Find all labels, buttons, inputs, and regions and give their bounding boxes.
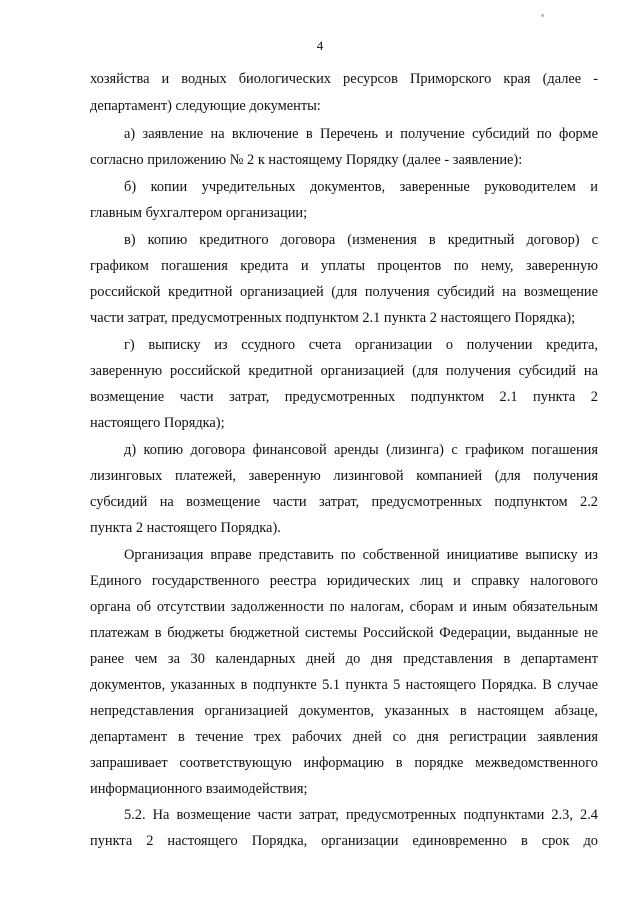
text-line: непредставления организацией документов, указанных в настоящем абзаце,: [90, 703, 598, 719]
text-line: б) копии учредительных документов, заверенные руководителем и: [124, 179, 598, 195]
scan-speck: [541, 14, 544, 17]
text-line: лизинговых платежей, заверенную лизинговой компанией (для получения: [90, 468, 598, 484]
text-line: информационного взаимодействия;: [90, 781, 308, 797]
page-number: 4: [316, 38, 324, 53]
text-line: российской кредитной организацией (для получения субсидий на возмещение: [90, 284, 598, 300]
text-line: пункта 2 настоящего Порядка).: [90, 520, 281, 536]
text-line: главным бухгалтером организации;: [90, 205, 308, 221]
text-line: департамент в течение трех рабочих дней со дня регистрации заявления: [90, 729, 598, 745]
text-line: платежам в бюджеты бюджетной системы Российской Федерации, выданные не: [90, 625, 598, 641]
text-line: настоящего Порядка);: [90, 415, 225, 431]
text-line: Единого государственного реестра юридических лиц и справку налогового: [90, 573, 598, 589]
text-line: запрашивает соответствующую информацию в порядке межведомственного: [90, 755, 598, 771]
text-line: заверенную российской кредитной организацией (для получения субсидий на: [90, 363, 598, 379]
text-line: согласно приложению № 2 к настоящему Порядку (далее - заявление):: [90, 152, 523, 168]
text-line: департамент) следующие документы:: [90, 98, 321, 114]
text-line: в) копию кредитного договора (изменения в кредитный договор) с: [124, 232, 598, 248]
text-line: Организация вправе представить по собственной инициативе выписку из: [124, 547, 598, 563]
text-line: 5.2. На возмещение части затрат, предусмотренных подпунктами 2.3, 2.4: [124, 807, 598, 823]
text-line: субсидий на возмещение части затрат, предусмотренных подпунктом 2.2: [90, 494, 598, 510]
text-line: графиком погашения кредита и уплаты процентов по нему, заверенную: [90, 258, 598, 274]
text-line: органа об отсутствии задолженности по налогам, сборам и иным обязательным: [90, 599, 598, 615]
text-line: документов, указанных в подпункте 5.1 пункта 5 настоящего Порядка. В случае: [90, 677, 598, 693]
text-line: хозяйства и водных биологических ресурсов Приморского края (далее -: [90, 71, 598, 87]
text-line: возмещение части затрат, предусмотренных подпунктом 2.1 пункта 2: [90, 389, 598, 405]
text-line: д) копию договора финансовой аренды (лизинга) с графиком погашения: [124, 442, 598, 458]
text-line: г) выписку из ссудного счета организации о получении кредита,: [124, 337, 598, 353]
text-line: ранее чем за 30 календарных дней до дня представления в департамент: [90, 651, 598, 667]
text-line: пункта 2 настоящего Порядка, организации единовременно в срок до: [90, 833, 598, 849]
text-line: а) заявление на включение в Перечень и получение субсидий по форме: [124, 126, 598, 142]
text-line: части затрат, предусмотренных подпунктом 2.1 пункта 2 настоящего Порядка);: [90, 310, 576, 326]
